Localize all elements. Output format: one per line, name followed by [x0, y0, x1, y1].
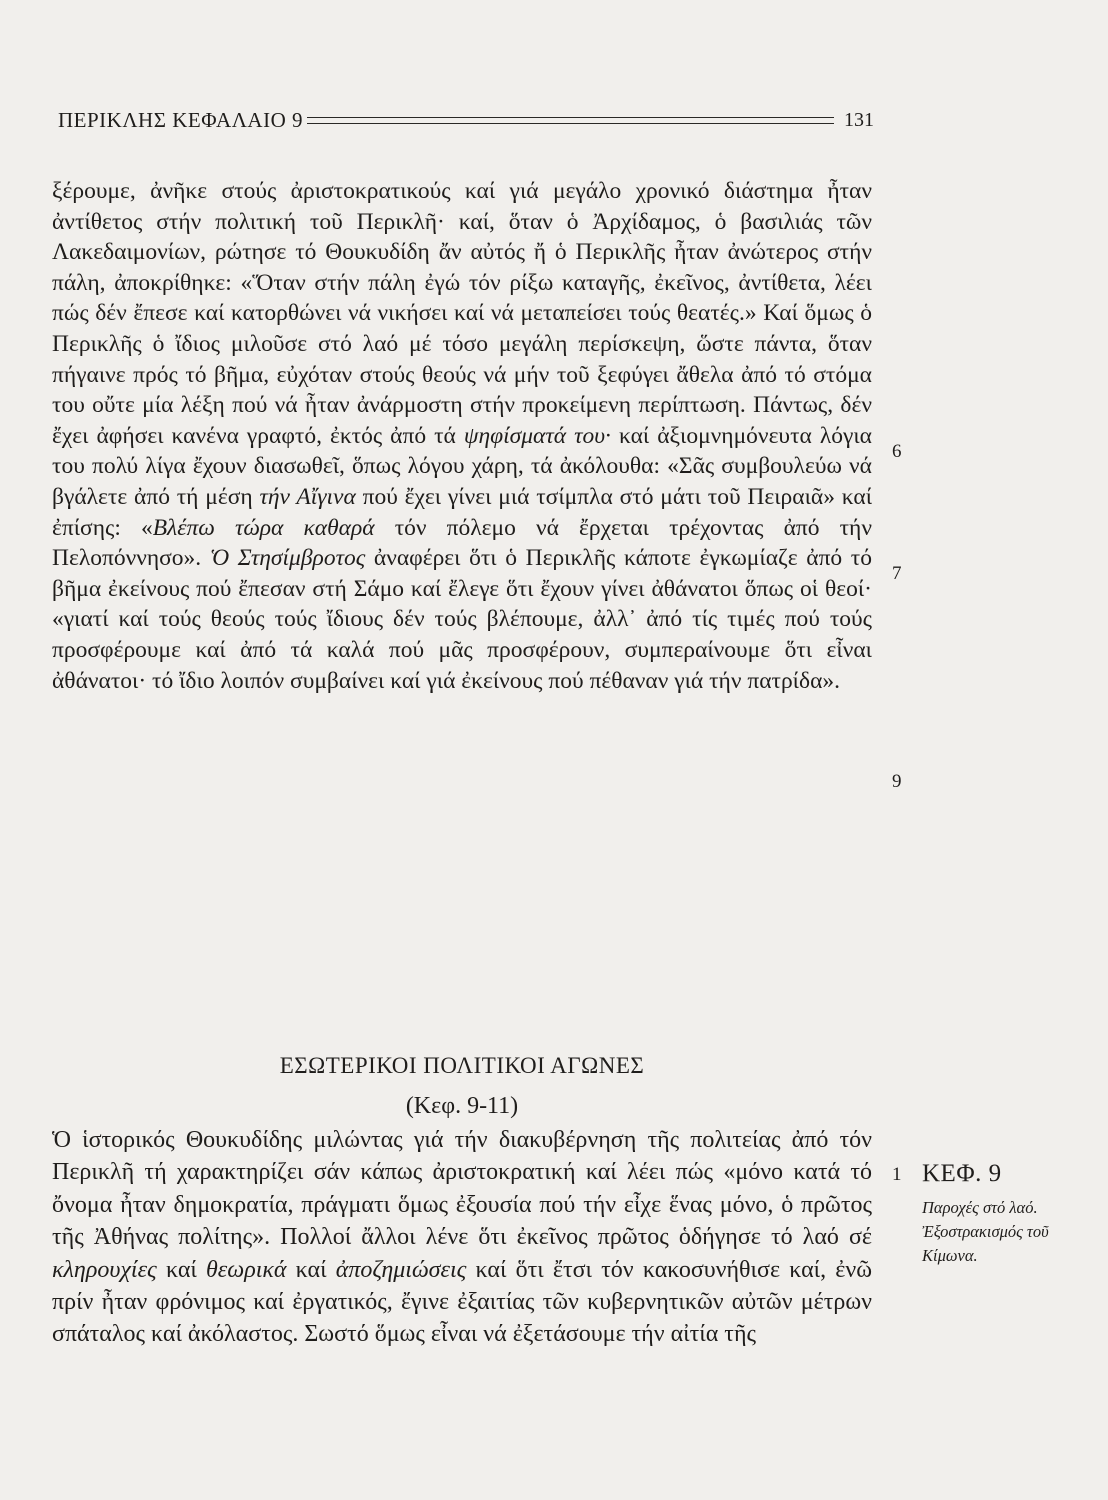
text-run: ἀναφέρει ὅτι ὁ Περικλῆς κάποτε ἐγκωμίαζε ἀπό τό βῆμα ἐκείνους πού ἔπεσαν στή Σάμο καί ἔλεγε ὅτι ἔχουν γίνει ἀθάνατοι ὅπως οἱ θεοί· «γιατί καί τούς θεούς τούς ἴδιους δέν τούς βλέπουμε, ἀλλ᾽ ἀπό τίς τιμές πού τούς προσφέρουμε καί ἀπό τά καλά πού μᾶς προσφέρουν, συμπεραίνουμε ὅτι εἶναι ἀθάνατοι· τό ἴδιο λοιπόν συμβαίνει καί γιά ἐκείνους πού πέθαναν γιά τήν πατρίδα».	[52, 545, 872, 694]
text-run: καί ἀξιομνημόνευτα λόγια του πολύ λίγα ἔχουν διασωθεῖ, ὅπως λόγου χάρη, τά ἀκόλουθα: «Σᾶς συμβουλεύω νά βγάλετε ἀπό τή μέση	[52, 422, 872, 510]
text-run: καί	[286, 1256, 336, 1283]
running-head-rule	[307, 117, 834, 124]
italic-run: Ὁ Στησίμβροτος	[209, 545, 366, 572]
margin-number-6: 6	[892, 441, 902, 462]
paragraph-continued	[52, 176, 872, 696]
text-run: Ὁ ἱστορικός Θουκυδίδης μιλώντας γιά τήν διακυβέρνηση τῆς πολιτείας ἀπό τόν Περικλῆ τή χαρακτηρίζει σάν κάπως ἀριστοκρατική καί λέει πώς «μόνο κατά τό ὄνομα ἦταν δημοκρατία, πράγματι ὅμως ἐξουσία πού τήν εἶχε ἕνας μόνο, ὁ πρῶτος τῆς Ἀθήνας πολίτης». Πολλοί ἄλλοι λένε ὅτι ἐκεῖνος πρῶτος ὁδήγησε τό λαό σέ	[52, 1127, 872, 1251]
italic-run: Βλέπω τώρα καθαρά	[152, 514, 375, 541]
text-run: τόν πόλεμο νά ἔρχεται τρέχοντας ἀπό τήν Πελοπόννησο».	[52, 514, 872, 572]
italic-run: ψηφίσματά του·	[463, 422, 611, 449]
side-note-chapter: ΚΕΦ. 9	[922, 1160, 1002, 1187]
side-note-summary: Παροχές στό λαό. Ἐξοστρακισμός τοῦ Κίμωνα.	[922, 1198, 1049, 1265]
side-note	[922, 1160, 1052, 1268]
margin-number-1: 1	[892, 1164, 902, 1185]
section-title: ΕΣΩΤΕΡΙΚΟΙ ΠΟΛΙΤΙΚΟΙ ΑΓΩΝΕΣ	[279, 1053, 645, 1078]
text-run: ξέρουμε, ἀνῆκε στούς ἀριστοκρατικούς καί γιά μεγάλο χρονικό διάστημα ἦταν ἀντίθετος στήν πολιτική τοῦ Περικλῆ· καί, ὅταν ὁ Ἀρχίδαμος, ὁ βασιλιάς τῶν Λακεδαιμονίων, ρώτησε τό Θουκυδίδη ἄν αὐτός ἤ ὁ Περικλῆς ἦταν ἀνώτερος στήν πάλη, ἀποκρίθηκε: «Ὅταν στήν πάλη ἐγώ τόν ρίξω καταγῆς, ἐκεῖνος, ἀντίθετα, λέει πώς δέν ἔπεσε καί κατορθώνει νά νικήσει καί νά μεταπείσει τούς θεατές.» Καί ὅμως ὁ Περικλῆς ὁ ἴδιος μιλοῦσε στό λαό μέ τόσο μεγάλη περίσκεψη, ὥστε πάντα, ὅταν πήγαινε πρός τό βῆμα, εὐχόταν στούς θεούς νά μήν τοῦ ξεφύγει ἄθελα ἀπό τό στόμα του οὔτε μία λέξη πού νά ἦταν ἀνάρμοστη στήν προκείμενη περίπτωση. Πάντως, δέν ἔχει ἀφήσει κανένα γραφτό, ἐκτός ἀπό τά	[52, 178, 872, 449]
text-run: καί	[156, 1256, 207, 1283]
paragraph-new-section	[52, 1124, 872, 1351]
margin-number-7: 7	[892, 563, 902, 584]
text-run: καί ὅτι ἔτσι τόν κακοσυνήθισε καί, ἐνῶ πρίν ἦταν φρόνιμος καί ἐργατικός, ἔγινε ἐξαιτίας τῶν κυβερνητικῶν αὐτῶν μέτρων σπάταλος καί ἀκόλαστος. Σωστό ὅμως εἶναι νά ἐξετάσουμε τήν αἰτία τῆς	[52, 1256, 872, 1348]
margin-number-9: 9	[892, 771, 902, 792]
italic-run: κληρουχίες	[52, 1256, 157, 1283]
running-head	[58, 100, 874, 140]
italic-run: θεωρικά	[206, 1256, 287, 1283]
page-number: 131	[844, 108, 874, 131]
italic-run: ἀποζημιώσεις	[335, 1256, 467, 1283]
section-subtitle: (Κεφ. 9-11)	[405, 1093, 519, 1119]
italic-run: τήν Αἴγινα	[259, 483, 356, 510]
running-head-title: ΠΕΡΙΚΛΗΣ ΚΕΦΑΛΑΙΟ 9	[58, 107, 304, 132]
text-run: πού ἔχει γίνει μιά τσίμπλα στό μάτι τοῦ Πειραιᾶ» καί ἐπίσης: «	[52, 483, 873, 541]
